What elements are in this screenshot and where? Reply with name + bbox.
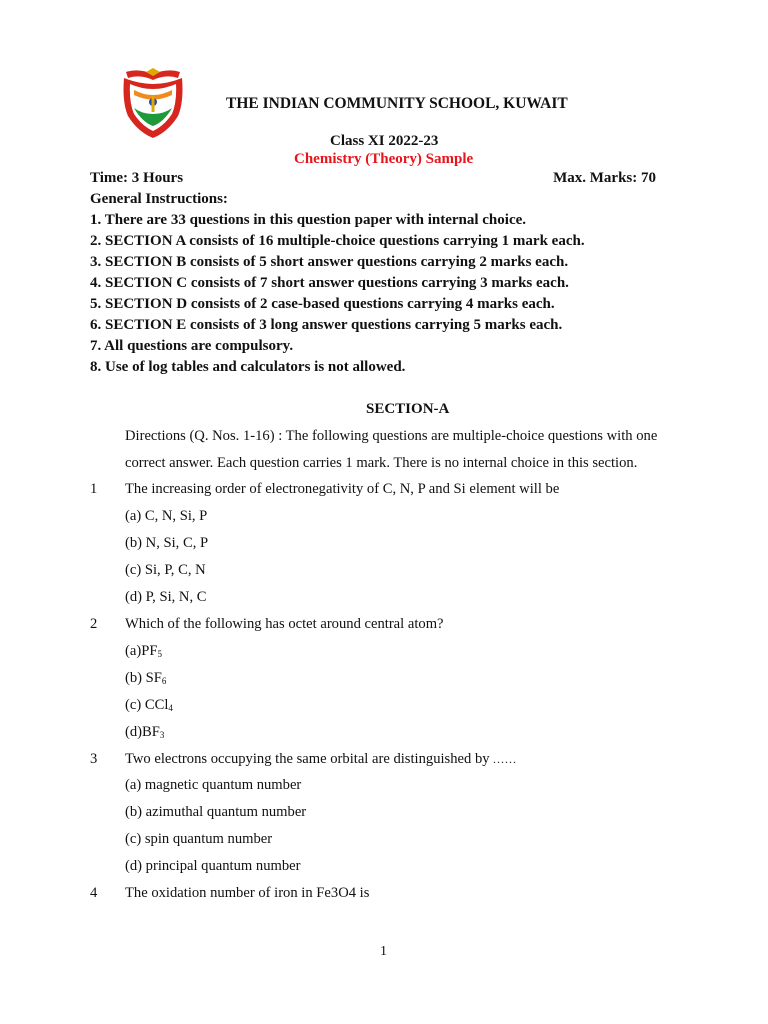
answer-option: $(d)BF_3$: [125, 724, 165, 740]
answer-option: (c) Si, P, C, N: [125, 562, 206, 578]
school-crest-icon: [118, 68, 188, 140]
section-title: SECTION-A: [366, 401, 450, 417]
instruction-item: 7. All questions are compulsory.: [90, 338, 294, 354]
question-text: The oxidation number of iron in Fe3O4 is: [125, 885, 370, 901]
instruction-item: 3. SECTION B consists of 5 short answer questions carrying 2 marks each.: [90, 254, 569, 270]
answer-option: (b) $SF_6$: [125, 670, 167, 686]
answer-option: (d) P, Si, N, C: [125, 589, 207, 605]
answer-option: (c) CCl$_4$: [125, 697, 173, 713]
instruction-item: 5. SECTION D consists of 2 case-based questions carrying 4 marks each.: [90, 296, 555, 312]
answer-option: (a) magnetic quantum number: [125, 777, 302, 793]
question-number: 3: [90, 751, 98, 767]
question-number: 2: [90, 616, 98, 632]
max-marks-label: Max. Marks: 70: [553, 170, 656, 186]
answer-option: (a) C, N, Si, P: [125, 508, 208, 524]
instruction-item: 4. SECTION C consists of 7 short answer questions carrying 3 marks each.: [90, 275, 569, 291]
instruction-item: 6. SECTION E consists of 3 long answer questions carrying 5 marks each.: [90, 317, 563, 333]
time-label: Time: 3 Hours: [90, 170, 184, 186]
question-text: The increasing order of electronegativity of C, N, P and Si element will be: [125, 481, 560, 497]
answer-option: (d) principal quantum number: [125, 858, 301, 874]
section-directions: Directions (Q. Nos. 1-16) : The following questions are multiple-choice questions with one: [125, 428, 658, 444]
answer-option: (c) spin quantum number: [125, 831, 273, 847]
instructions-heading: General Instructions:: [90, 191, 228, 207]
page-number: 1: [380, 944, 387, 959]
school-name: THE INDIAN COMMUNITY SCHOOL, KUWAIT: [226, 95, 568, 112]
subject-line: Chemistry (Theory) Sample: [294, 151, 474, 167]
answer-option: $(a)PF_5$: [125, 643, 162, 659]
question-number: 4: [90, 885, 98, 901]
section-directions: correct answer. Each question carries 1 mark. There is no internal choice in this section.: [125, 455, 638, 471]
instruction-item: 8. Use of log tables and calculators is not allowed.: [90, 359, 406, 375]
question-text: Which of the following has octet around central atom?: [125, 616, 444, 632]
answer-option: (b) N, Si, C, P: [125, 535, 209, 551]
instruction-item: 2. SECTION A consists of 16 multiple-choice questions carrying 1 mark each.: [90, 233, 585, 249]
answer-option: (b) azimuthal quantum number: [125, 804, 307, 820]
question-number: 1: [90, 481, 98, 497]
question-text: Two electrons occupying the same orbital are distinguished by ……: [125, 751, 517, 767]
instruction-item: 1. There are 33 questions in this question paper with internal choice.: [90, 212, 527, 228]
class-line: Class XI 2022-23: [330, 133, 439, 149]
